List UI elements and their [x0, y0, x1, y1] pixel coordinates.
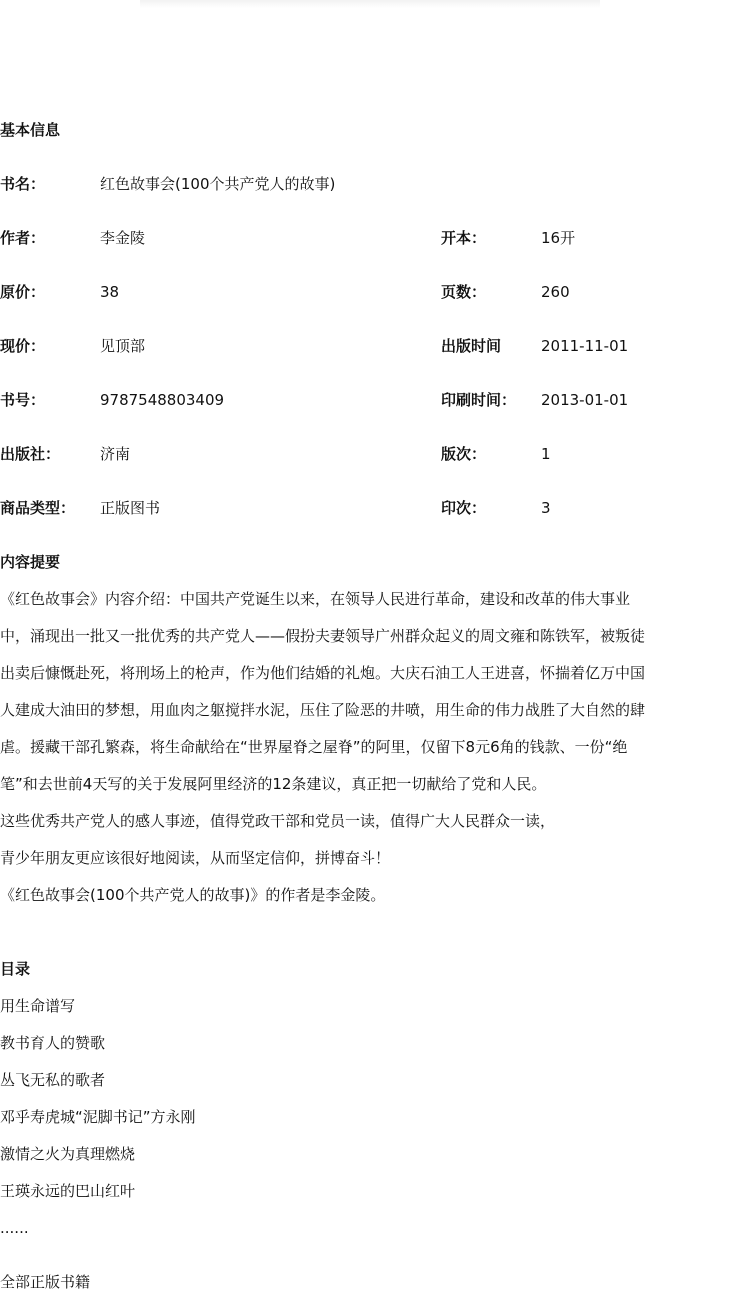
print-count-value: 3 [541, 499, 551, 517]
isbn-label: 书号： [0, 391, 46, 409]
publisher-value: 济南 [100, 445, 131, 463]
current-price-label: 现价： [0, 337, 46, 355]
toc-ellipsis: ...... [0, 1219, 29, 1237]
book-title-value: 红色故事会(100个共产党人的故事) [100, 175, 336, 193]
toc-item: 用生命谱写 [0, 997, 76, 1015]
summary-line: 青少年朋友更应该很好地阅读，从而坚定信仰，拼博奋斗！ [0, 849, 391, 867]
toc-item: 教书育人的赞歌 [0, 1034, 106, 1052]
summary-line: 中，涌现出一批又一批优秀的共产党人——假扮夫妻领导广州群众起义的周文雍和陈铁军，被叛徒 [0, 627, 646, 645]
summary-line: 《红色故事会(100个共产党人的故事)》的作者是李金陵。 [0, 886, 386, 904]
pages-label: 页数： [441, 283, 487, 301]
toc-item: 邓乎寿虎城“泥脚书记”方永刚 [0, 1108, 196, 1126]
summary-line: 笔”和去世前4天写的关于发展阿里经济的12条建议，真正把一切献给了党和人民。 [0, 775, 547, 793]
publisher-label: 出版社： [0, 445, 61, 463]
summary-line: 《红色故事会》内容介绍：中国共产党诞生以来，在领导人民进行革命，建设和改革的伟大事业 [0, 590, 631, 608]
toc-heading: 目录 [0, 960, 31, 978]
format-label: 开本： [441, 229, 487, 247]
publish-date-value: 2011-11-01 [541, 337, 629, 355]
toc-item: 丛飞无私的歌者 [0, 1071, 106, 1089]
original-price-value: 38 [100, 283, 120, 301]
all-books-link[interactable]: 全部正版书籍 [0, 1273, 91, 1291]
summary-line: 出卖后慷慨赴死，将刑场上的枪声，作为他们结婚的礼炮。大庆石油工人王进喜，怀揣着亿万中国 [0, 664, 646, 682]
original-price-label: 原价： [0, 283, 46, 301]
author-label: 作者： [0, 229, 46, 247]
product-type-label: 商品类型： [0, 499, 76, 517]
summary-line: 虐。援藏干部孔繁森，将生命献给在“世界屋脊之屋脊”的阿里，仅留下8元6角的钱款、一份“绝 [0, 738, 628, 756]
print-count-label: 印次： [441, 499, 487, 517]
pages-value: 260 [541, 283, 570, 301]
summary-line: 人建成大油田的梦想，用血肉之躯搅拌水泥，压住了险恶的井喷，用生命的伟力战胜了大自然的肆 [0, 701, 646, 719]
top-divider [140, 0, 600, 8]
toc-item: 激情之火为真理燃烧 [0, 1145, 136, 1163]
print-date-label: 印刷时间： [441, 391, 517, 409]
current-price-value: 见顶部 [100, 337, 146, 355]
product-type-value: 正版图书 [100, 499, 161, 517]
isbn-value: 9787548803409 [100, 391, 225, 409]
basic-info-heading: 基本信息 [0, 121, 61, 139]
edition-value: 1 [541, 445, 551, 463]
format-value: 16开 [541, 229, 576, 247]
author-value: 李金陵 [100, 229, 146, 247]
edition-label: 版次： [441, 445, 487, 463]
publish-date-label: 出版时间 [441, 337, 502, 355]
print-date-value: 2013-01-01 [541, 391, 629, 409]
toc-item: 王瑛永远的巴山红叶 [0, 1182, 136, 1200]
book-title-label: 书名： [0, 175, 46, 193]
summary-heading: 内容提要 [0, 553, 61, 571]
summary-line: 这些优秀共产党人的感人事迹，值得党政干部和党员一读，值得广大人民群众一读， [0, 812, 556, 830]
